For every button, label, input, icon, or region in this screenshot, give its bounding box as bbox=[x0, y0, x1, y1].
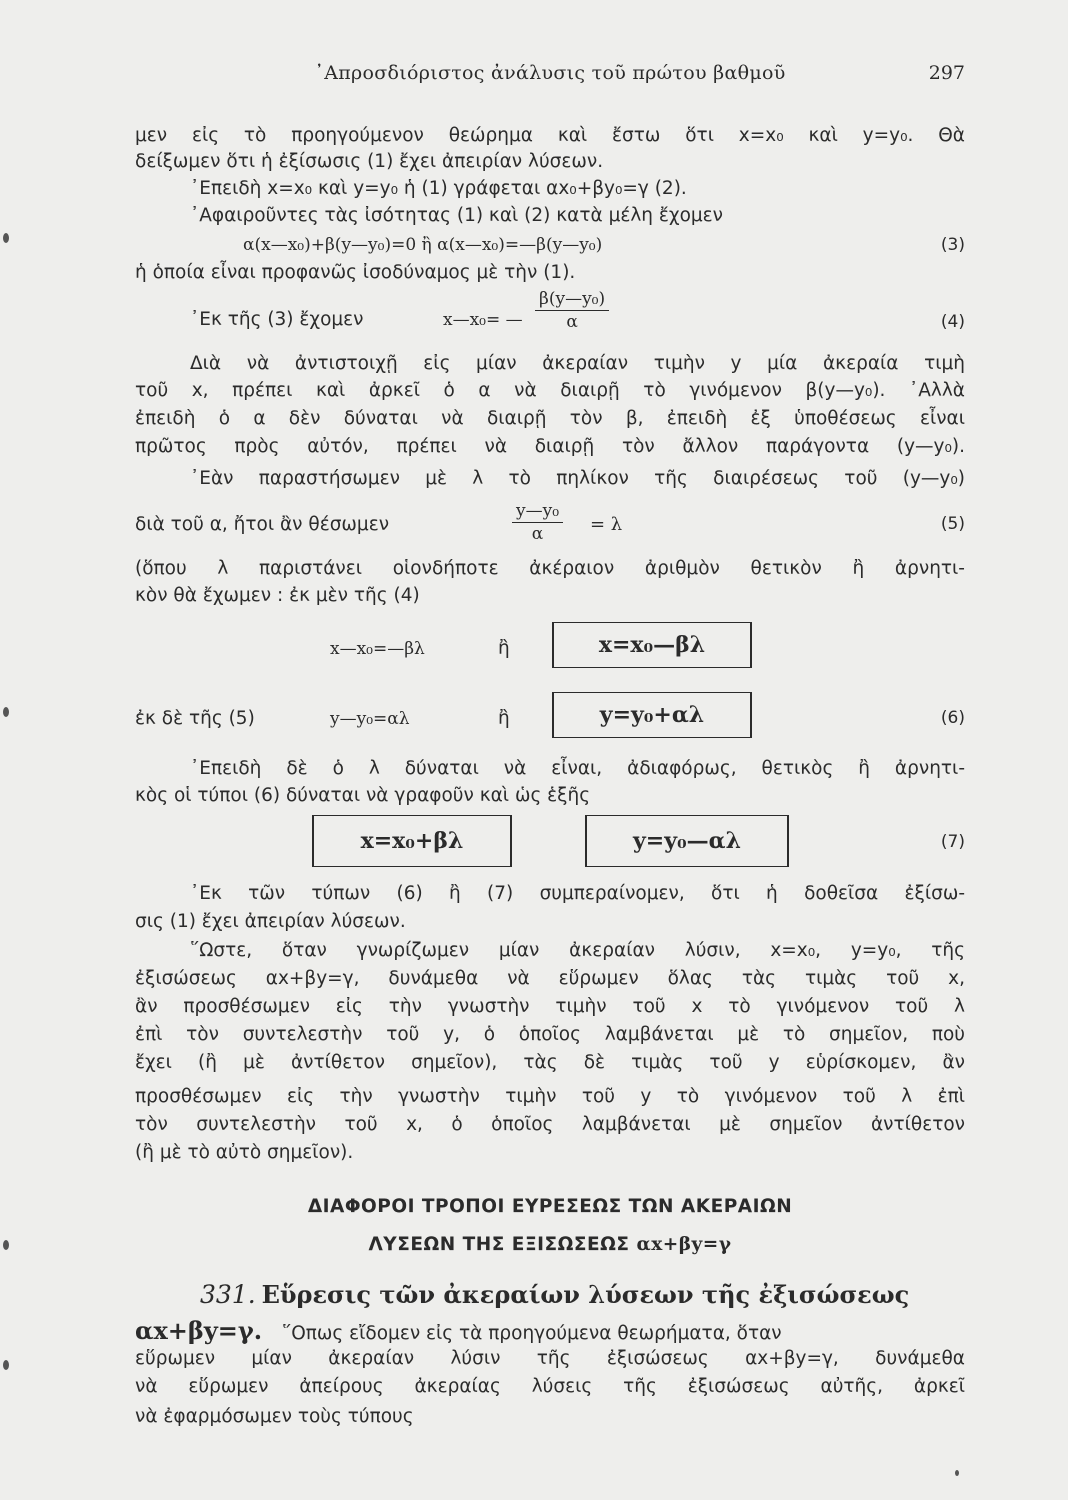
text-line: ᾽Επειδὴ δὲ ὁ λ δύναται νὰ εἶναι, ἀδιαφόρως, θετικὸς ἢ ἀρνητι- bbox=[190, 758, 965, 779]
scan-mark bbox=[955, 1470, 959, 1476]
text-line: Διὰ νὰ ἀντιστοιχῇ εἰς μίαν ἀκεραίαν τιμὴν y μία ἀκεραία τιμὴ bbox=[190, 353, 965, 374]
text-line: πρῶτος πρὸς αὐτόν, πρέπει νὰ διαιρῇ τὸν ἄλλον παράγοντα (y—y₀). bbox=[135, 436, 965, 457]
fraction-numerator: β(y—y₀) bbox=[535, 288, 609, 311]
fraction-numerator: y—y₀ bbox=[512, 500, 563, 523]
scan-mark bbox=[3, 707, 9, 717]
running-title: ᾽Απροσδιόριστος ἀνάλυσις τοῦ πρώτου βαθμοῦ bbox=[314, 62, 786, 84]
scan-mark bbox=[3, 1240, 9, 1250]
page-number: 297 bbox=[928, 62, 965, 84]
text-line: ᾽Αφαιροῦντες τὰς ἰσότητας (1) καὶ (2) κατὰ μέλη ἔχομεν bbox=[190, 205, 724, 226]
boxed-formula-y-alt: y=y₀—αλ bbox=[585, 815, 789, 867]
text-line: ἡ ὁποία εἶναι προφανῶς ἰσοδύναμος μὲ τὴν (1). bbox=[135, 262, 576, 283]
equation-4-lhs: x—x₀= — bbox=[443, 310, 523, 330]
text-line: (ὅπου λ παριστάνει οἱονδήποτε ἀκέραιον ἀριθμὸν θετικὸν ἢ ἀρνητι- bbox=[135, 558, 965, 579]
equation-row1: x—x₀=—βλ bbox=[330, 639, 425, 659]
fraction-denominator: α bbox=[566, 312, 578, 332]
equation-number: (5) bbox=[940, 514, 965, 534]
equation-number: (6) bbox=[940, 708, 965, 728]
text-line: τοῦ x, πρέπει καὶ ἀρκεῖ ὁ α νὰ διαιρῇ τὸ γινόμενον β(y—y₀). ᾽Αλλὰ bbox=[135, 380, 965, 401]
text-line: (ἢ μὲ τὸ αὐτὸ σημεῖον). bbox=[135, 1142, 354, 1163]
boxed-formula-x-alt: x=x₀+βλ bbox=[312, 815, 512, 867]
or-word: ἢ bbox=[498, 638, 510, 659]
text-line: νὰ εὕρωμεν ἀπείρους ἀκεραίας λύσεις τῆς ἐξισώσεως αὐτῆς, ἀρκεῖ bbox=[135, 1376, 965, 1397]
text-line: εὕρωμεν μίαν ἀκεραίαν λύσιν τῆς ἐξισώσεως αx+βy=γ, δυνάμεθα bbox=[135, 1348, 965, 1369]
text-line: ᾽Εκ τῶν τύπων (6) ἢ (7) συμπεραίνομεν, ὅτι ἡ δοθεῖσα ἐξίσω- bbox=[190, 883, 965, 904]
boxed-formula-x: x=x₀—βλ bbox=[552, 622, 752, 668]
equation-5-fraction bbox=[512, 500, 563, 545]
text-line: ἔχει (ἢ μὲ ἀντίθετον σημεῖον), τὰς δὲ τιμὰς τοῦ y εὑρίσκομεν, ἂν bbox=[135, 1052, 965, 1073]
equation-number: (7) bbox=[940, 832, 965, 852]
text-line: ἐκ δὲ τῆς (5) bbox=[135, 708, 255, 729]
or-word: ἢ bbox=[498, 708, 510, 729]
scan-mark bbox=[3, 1360, 9, 1370]
text-line: μεν εἰς τὸ προηγούμενον θεώρημα καὶ ἔστω ὅτι x=x₀ καὶ y=y₀. Θὰ bbox=[135, 125, 965, 146]
text-line: ᾽Επειδὴ x=x₀ καὶ y=y₀ ἡ (1) γράφεται αx₀+βy₀=γ (2). bbox=[190, 178, 687, 199]
heading-equation: αx+βy=γ bbox=[636, 1234, 732, 1255]
text-line: ᾽Εκ τῆς (3) ἔχομεν bbox=[190, 309, 364, 330]
equation-4-fraction bbox=[535, 288, 609, 333]
text-line: ἐπὶ τὸν συντελεστὴν τοῦ y, ὁ ὁποῖος λαμβάνεται μὲ τὸ σημεῖον, ποὺ bbox=[135, 1024, 965, 1045]
text-line: σις (1) ἔχει ἀπειρίαν λύσεων. bbox=[135, 911, 406, 932]
text-line: ἂν προσθέσωμεν εἰς τὴν γνωστὴν τιμὴν τοῦ x τὸ γινόμενον τοῦ λ bbox=[135, 996, 965, 1017]
text-line: προσθέσωμεν εἰς τὴν γνωστὴν τιμὴν τοῦ y τὸ γινόμενον τοῦ λ ἐπὶ bbox=[135, 1086, 965, 1107]
equation-5-rhs: = λ bbox=[590, 514, 623, 535]
text-line: κὸν θὰ ἔχωμεν : ἐκ μὲν τῆς (4) bbox=[135, 585, 420, 606]
section-title-text: Εὕρεσις τῶν ἀκεραίων λύσεων τῆς ἐξισώσεως bbox=[261, 1280, 910, 1309]
text-line: ἐξισώσεως αx+βy=γ, δυνάμεθα νὰ εὕρωμεν ὅλας τὰς τιμὰς τοῦ x, bbox=[135, 968, 965, 989]
fraction-denominator: α bbox=[531, 524, 544, 544]
section-title-equation: αx+βy=γ. bbox=[135, 1316, 263, 1345]
text-line: τὸν συντελεστὴν τοῦ x, ὁ ὁποῖος λαμβάνεται μὲ σημεῖον ἀντίθετον bbox=[135, 1114, 965, 1135]
boxed-formula-y: y=y₀+αλ bbox=[552, 692, 752, 738]
text-line: ἐπειδὴ ὁ α δὲν δύναται νὰ διαιρῇ τὸν β, ἐπειδὴ ἐξ ὑποθέσεως εἶναι bbox=[135, 408, 965, 429]
section-number: 331. bbox=[200, 1280, 256, 1309]
heading-text: ΛΥΣΕΩΝ ΤΗΣ ΕΞΙΣΩΣΕΩΣ bbox=[368, 1234, 630, 1255]
text-line: ᾽Εὰν παραστήσωμεν μὲ λ τὸ πηλίκον τῆς διαιρέσεως τοῦ (y—y₀) bbox=[190, 468, 965, 489]
running-header bbox=[135, 62, 965, 92]
equation-number: (3) bbox=[940, 235, 965, 255]
scan-mark bbox=[3, 233, 9, 243]
text-line: νὰ ἐφαρμόσωμεν τοὺς τύπους bbox=[135, 1406, 414, 1427]
text-line: ῞Ωστε, ὅταν γνωρίζωμεν μίαν ἀκεραίαν λύσιν, x=x₀, y=y₀, τῆς bbox=[190, 940, 965, 961]
section-heading-line2 bbox=[135, 1234, 965, 1255]
section-title bbox=[200, 1278, 980, 1315]
section-text: ῞Οπως εἴδομεν εἰς τὰ προηγούμενα θεωρήματα, ὅταν bbox=[281, 1323, 782, 1344]
equation-number: (4) bbox=[940, 312, 965, 332]
equation-row2: y—y₀=αλ bbox=[330, 709, 410, 729]
text-line: διὰ τοῦ α, ἤτοι ἂν θέσωμεν bbox=[135, 514, 390, 535]
section-heading-line1: ΔΙΑΦΟΡΟΙ ΤΡΟΠΟΙ ΕΥΡΕΣΕΩΣ ΤΩΝ ΑΚΕΡΑΙΩΝ bbox=[307, 1196, 793, 1217]
text-line: κὸς οἱ τύποι (6) δύναται νὰ γραφοῦν καὶ ὡς ἑξῆς bbox=[135, 785, 591, 806]
text-line: δείξωμεν ὅτι ἡ ἐξίσωσις (1) ἔχει ἀπειρίαν λύσεων. bbox=[135, 151, 604, 172]
equation-3: α(x—x₀)+β(y—y₀)=0 ἢ α(x—x₀)=—β(y—y₀) bbox=[243, 235, 603, 255]
text-line bbox=[135, 1318, 965, 1347]
